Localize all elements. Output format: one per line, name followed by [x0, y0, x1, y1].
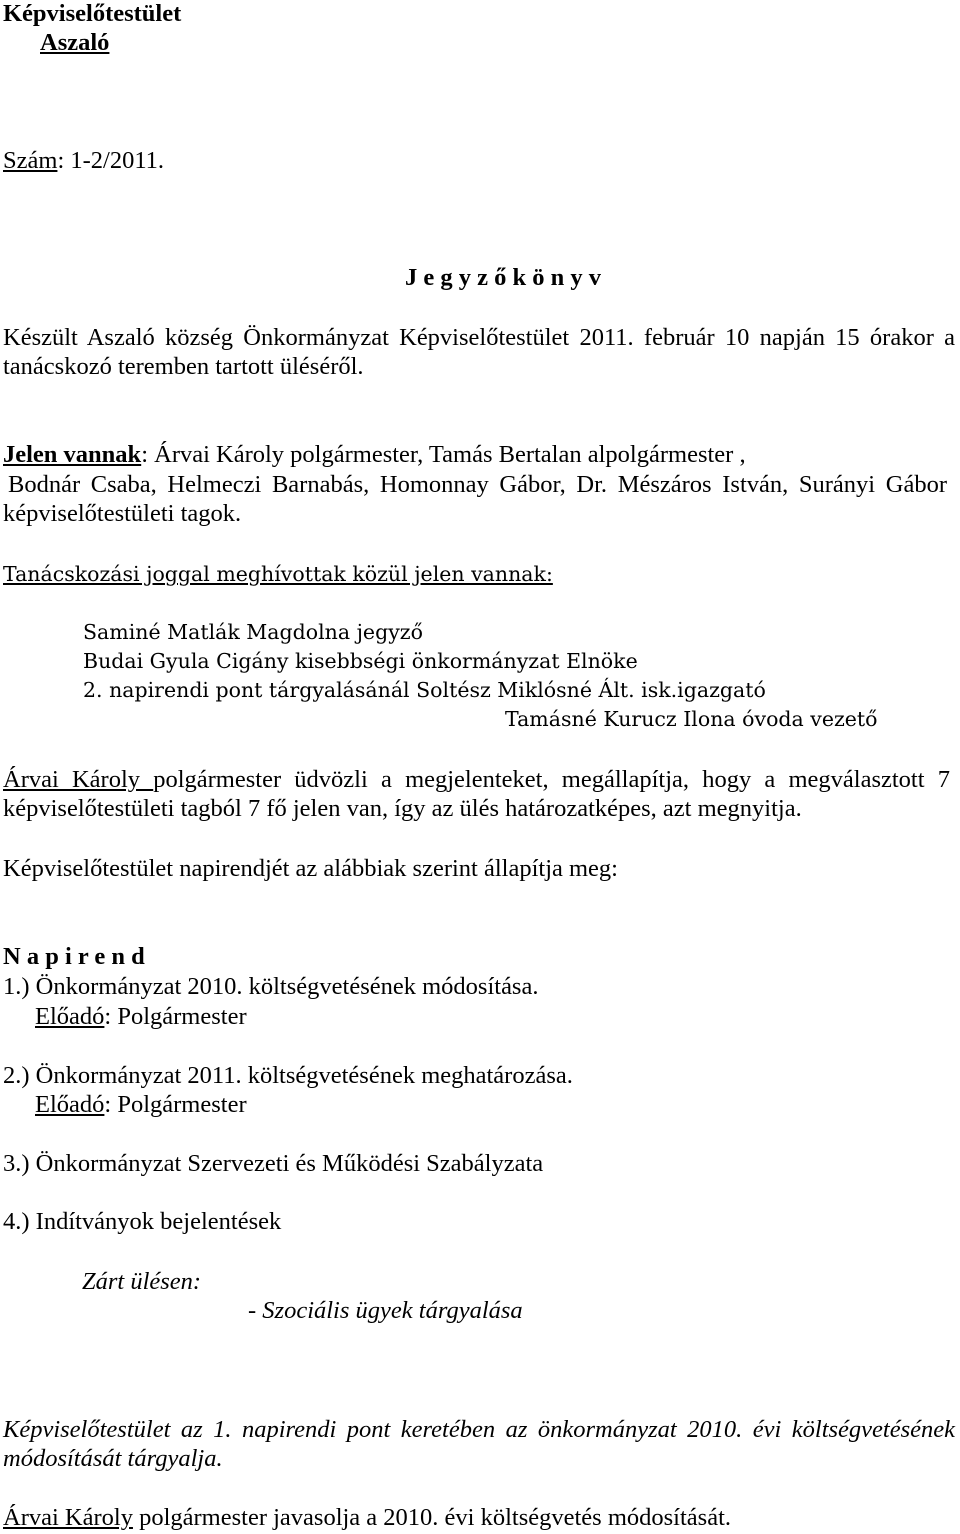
village-name: Aszaló: [40, 29, 110, 56]
opening-line-2: képviselőtestületi tagból 7 fő jelen van, így az ülés határozatképes, azt megnyitja.: [3, 795, 802, 822]
reference-value: : 1-2/2011.: [57, 147, 165, 174]
presenter-name: : Polgármester: [104, 1003, 247, 1030]
present-label: Jelen vannak: [3, 441, 142, 468]
agenda-item: 1.) Önkormányzat 2010. költségvetésének módosítása.: [3, 973, 539, 1000]
document-title: J e g y z ő k ö n y v: [405, 264, 601, 291]
agenda-presenter: [35, 1002, 247, 1031]
advisory-member: 2. napirendi pont tárgyalásánál Soltész Miklósné Ált. isk.igazgató: [83, 678, 766, 702]
closed-session-item: - Szociális ügyek tárgyalása: [248, 1297, 523, 1324]
present-line-1: [3, 440, 746, 469]
proposal-line: [3, 1503, 731, 1532]
agenda-presenter: [35, 1090, 247, 1119]
mayor-name: Árvai Károly: [3, 766, 154, 793]
advisory-heading: Tanácskozási joggal meghívottak közül jelen vannak:: [3, 562, 553, 586]
presenter-label: Előadó: [35, 1091, 105, 1118]
present-line-3: képviselőtestületi tagok.: [3, 500, 242, 527]
agenda-intro: Képviselőtestület napirendjét az alábbiak szerint állapítja meg:: [3, 855, 618, 882]
presenter-name: : Polgármester: [104, 1091, 247, 1118]
council-name: Képviselőtestület: [3, 0, 182, 27]
agenda-item: 2.) Önkormányzat 2011. költségvetésének meghatározása.: [3, 1062, 573, 1089]
proposal-text: polgármester javasolja a 2010. évi költségvetés módosítását.: [132, 1504, 732, 1531]
reference-number: [3, 146, 164, 175]
intro-line-2: tanácskozó teremben tartott üléséről.: [3, 353, 364, 380]
agenda-item: 3.) Önkormányzat Szervezeti és Működési Szabályzata: [3, 1150, 544, 1177]
agenda-item: 4.) Indítványok bejelentések: [3, 1208, 282, 1235]
advisory-member: Tamásné Kurucz Ilona óvoda vezető: [505, 707, 878, 731]
opening-text: polgármester üdvözli a megjelenteket, megállapítja, hogy a megválasztott 7: [153, 766, 950, 793]
opening-line-1: [3, 765, 950, 794]
agenda-heading: N a p i r e n d: [3, 943, 145, 970]
present-line-2: Bodnár Csaba, Helmeczi Barnabás, Homonnay Gábor, Dr. Mészáros István, Surányi Gábor: [8, 471, 947, 498]
intro-line-1: Készült Aszaló község Önkormányzat Képviselőtestület 2011. február 10 napján 15 órakor a: [3, 324, 955, 351]
present-text: : Árvai Károly polgármester, Tamás Bertalan alpolgármester ,: [141, 441, 746, 468]
closed-session-label: Zárt ülésen:: [82, 1268, 202, 1295]
advisory-member: Budai Gyula Cigány kisebbségi önkormányzat Elnöke: [83, 649, 638, 673]
item1-line-2: módosítását tárgyalja.: [3, 1445, 223, 1472]
advisory-member: Saminé Matlák Magdolna jegyző: [83, 620, 423, 644]
presenter-label: Előadó: [35, 1003, 105, 1030]
reference-label: Szám: [3, 147, 58, 174]
mayor-name: Árvai Károly: [3, 1504, 133, 1531]
item1-line-1: Képviselőtestület az 1. napirendi pont keretében az önkormányzat 2010. évi költségvetésének: [3, 1416, 955, 1443]
